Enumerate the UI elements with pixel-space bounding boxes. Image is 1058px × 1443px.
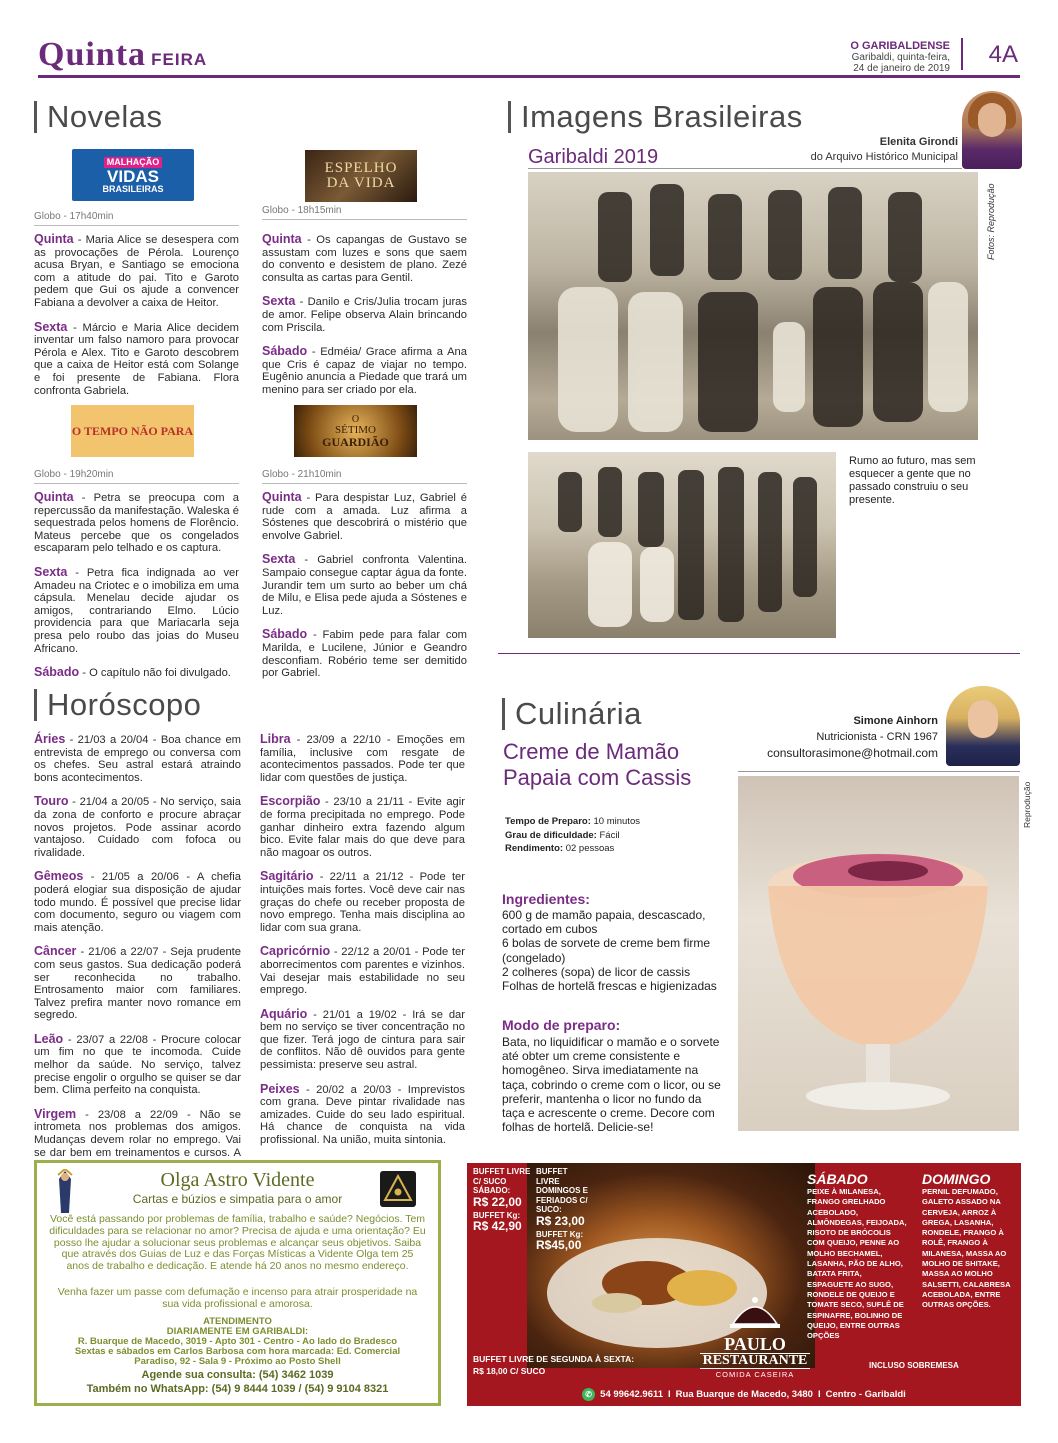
- buffet-1-price: R$ 22,00: [473, 1194, 522, 1209]
- synopsis-entry: [34, 566, 239, 655]
- ingredients-title: Ingredientes:: [502, 891, 590, 907]
- synopsis-entry: [34, 666, 239, 680]
- contact-separator: I: [668, 1389, 671, 1400]
- sign-name: Peixes: [260, 1081, 300, 1096]
- imagens-subtitle: Garibaldi 2019: [528, 146, 659, 168]
- eye-triangle-icon: [380, 1171, 416, 1207]
- info-line: [505, 815, 640, 829]
- sign-text: - 20/02 a 20/03 - Imprevistos com grana. Deve pintar rivalidade nas amizades. Cuide do seu lado espiritual. Há chance de conquista na vida profissional. Na união, muita sintonia.: [260, 1083, 465, 1147]
- sign-name: Aquário: [260, 1006, 308, 1021]
- logo-line-2: SÉTIMO: [335, 423, 376, 436]
- place-date-1: Garibaldi, quinta-feira,: [851, 52, 950, 63]
- culinaria-author-rule: [738, 771, 1020, 772]
- info-label: Grau de dificuldade:: [505, 829, 597, 841]
- culinaria-title: Culinária: [502, 698, 642, 730]
- sign-name: Virgem: [34, 1106, 77, 1121]
- synopsis-entry: [34, 233, 239, 310]
- sign-entry: [260, 1083, 465, 1147]
- sign-name: Áries: [34, 732, 66, 746]
- show-time-1: Globo - 17h40min: [34, 211, 239, 226]
- weekday-price: R$ 18,00 C/ SUCO: [473, 1366, 546, 1376]
- recipe-dessert-illustration: [738, 776, 1019, 1131]
- author-role: Nutricionista - CRN 1967: [816, 731, 938, 743]
- menu-saturday: [807, 1171, 907, 1341]
- sign-entry: [34, 795, 241, 859]
- contact-center: Centro - Garibaldi: [825, 1389, 906, 1400]
- olga-subtitle: Cartas e búzios e simpatia para o amor: [132, 1192, 343, 1206]
- culinaria-author: [767, 713, 938, 761]
- day-big: Quinta: [38, 36, 147, 73]
- sign-name: Gêmeos: [34, 869, 84, 884]
- ad-restaurante: [467, 1163, 1021, 1406]
- day-keyword: Sexta: [34, 564, 68, 579]
- entry-text: - Petra se preocupa com a repercussão da manifestação. Waleska é sequestrada pelos homens de Florêncio. Mateus percebe que os congelados escaparam pelo telhado e os captura.: [34, 492, 239, 555]
- synopsis-entry: [262, 491, 467, 542]
- day-keyword: Sábado: [34, 665, 80, 680]
- place-date-2: 24 de janeiro de 2019: [853, 63, 950, 74]
- photo-caption: Rumo ao futuro, mas sem esquecer a gente que no passado construiu o seu presente.: [849, 455, 976, 506]
- simone-avatar: [946, 686, 1020, 766]
- author-name: Elenita Girondi: [879, 136, 958, 148]
- info-value: Fácil: [596, 829, 620, 841]
- logo-line-1: ESPELHO: [324, 160, 398, 176]
- day-keyword: Sexta: [34, 319, 68, 334]
- olga-paragraph-1: Você está passando por problemas de família, trabalho e saúde? Negócios. Tem dificuldades para se relacionar no amor? Precisa de ajuda e uma orientação? Eu posso lhe ajudar a solucionar seus problemas e alcançar seus objetivos. Saiba que através dos Guias de Luz e das Forças Místicas a Vidente Olga tem 25 anos de trabalho e dedicação. E atende há 20 anos no mesmo endereço.: [49, 1213, 426, 1273]
- horoscopo-col-1: [34, 733, 241, 1183]
- buffet-2-kg: BUFFET Kg:: [536, 1229, 584, 1239]
- sign-entry: [34, 870, 241, 934]
- olga-address: R. Buarque de Macedo, 3019 - Apto 301 - Centro - Ao lado do Bradesco: [77, 1335, 398, 1347]
- olga-title: Olga Astro Vidente: [160, 1169, 315, 1191]
- ingredients-list: 600 g de mamão papaia, descascado, cortado em cubos 6 bolas de sorvete de creme bem firme (congelado) 2 colheres (sopa) de licor de cassis Folhas de hortelã frescas e higienizadas: [502, 908, 717, 994]
- paper-name: O GARIBALDENSE: [850, 40, 950, 52]
- sign-text: - 23/07 a 22/08 - Procure colocar um fim no que te incomoda. Cuide melhor da saúde. No serviço, talvez precise engolir o orgulho se quiser se dar bem. Clima perfeito na conquista.: [34, 1033, 241, 1097]
- day-keyword: Quinta: [262, 232, 302, 246]
- logo-line-1: O: [351, 413, 360, 425]
- imagens-author-rule: [528, 168, 962, 169]
- day-small: FEIRA: [151, 50, 208, 69]
- buffet-1-kg-price: R$ 42,90: [473, 1219, 522, 1233]
- info-line: [505, 842, 640, 856]
- contact-separator: I: [817, 1389, 821, 1400]
- sign-entry: [260, 733, 465, 784]
- weekday-buffet: [473, 1353, 634, 1377]
- show-time-3: Globo - 19h20min: [34, 469, 239, 484]
- synopsis-entry: [262, 295, 467, 334]
- ad-olga: [34, 1160, 441, 1406]
- sign-text: - 21/03 a 20/04 - Boa chance em entrevista de emprego ou conversa com os chefes. Seu astral estará atraindo bons acontecimentos.: [34, 734, 241, 784]
- entry-text: - Petra fica indignada ao ver Amadeu na Criotec e o imobiliza em uma cápsula. Menelau decide ajudar os amigos, contrariando Elmo. Lúcio providencia para que Mariacarla seja presa pelo roubo das joias do Museu Africano.: [34, 566, 239, 655]
- buffet-box-2: [536, 1167, 592, 1252]
- virgin-icon-svg: [49, 1169, 81, 1215]
- author-name: Simone Ainhorn: [853, 715, 938, 727]
- day-keyword: Quinta: [34, 490, 74, 504]
- info-line: [505, 829, 640, 843]
- logo-line-3: GUARDIÃO: [322, 434, 389, 449]
- paper-info: [850, 40, 950, 74]
- recipe-photo: [738, 776, 1019, 1131]
- sign-text: - 23/08 a 22/09 - Não se intrometa nos problemas dos amigos. Mudanças devem rolar no emprego. Vai se dar bem em treinamentos e cursos. A: [34, 1108, 241, 1159]
- logo-line-1: O TEMPO NÃO PARA: [71, 423, 194, 438]
- synopsis-entry: [262, 233, 467, 284]
- page-number: 4A: [988, 41, 1018, 68]
- sunday-menu: PERNIL DEFUMADO, GALETO ASSADO NA CERVEJA, ARROZ À GREGA, LASANHA, RONDELE, FRANGO À ROLÊ, FRANGO À MILANESA, MASSA AO MOLHO DE SHITAKE, MASSA AO MOLHO SALSETTI, CALABRESA ACEBOLADA, ENTRE OUTRAS OPÇÕES.: [922, 1187, 1011, 1310]
- menu-sunday: [922, 1171, 1018, 1311]
- recipe-title: Creme de Mamão Papaia com Cassis: [503, 739, 692, 790]
- entry-text: - Fabim pede para falar com Marilda, e Lucilene, Júnior e Geandro desconfiam. Robério teme ser demitido por Gabriel.: [262, 629, 467, 680]
- family-photo-2: [528, 452, 836, 638]
- buffet-2-price: R$ 23,00: [536, 1213, 585, 1228]
- logo-line-2: VIDAS: [107, 166, 159, 186]
- sign-name: Leão: [34, 1031, 64, 1046]
- horoscopo-title: Horóscopo: [34, 689, 201, 721]
- buffet-2-kg-price: R$45,00: [536, 1238, 582, 1252]
- avatar-face: [968, 700, 998, 738]
- olga-atendimento: ATENDIMENTO: [203, 1315, 272, 1327]
- elenita-avatar: [962, 91, 1022, 169]
- sign-name: Capricórnio: [260, 944, 331, 959]
- synopsis-entry: [262, 553, 467, 617]
- entry-text: - Maria Alice se desespera com as provocações de Pérola. Lourenço acusa Bryan, e Santiago se emociona com a atitude do pai. Tito e Garoto pedem que Gui os ajude a convencer Fabiana a devolver a caixa de Heitor.: [34, 234, 239, 309]
- entry-text: - Gabriel confronta Valentina. Sampaio consegue captar água da fonte. Jurandir tem um surto ao beber um chá de Milu, e Elisa pede ajuda a Sóstenes e Luz.: [262, 554, 467, 617]
- avatar-face: [978, 103, 1006, 137]
- photo-silhouettes: [528, 172, 978, 440]
- recipe-photo-credit: Reprodução: [1022, 781, 1032, 828]
- logo-line-3: BRASILEIRAS: [102, 183, 164, 194]
- whatsapp-icon: ✆: [582, 1388, 595, 1401]
- entry-text: - Márcio e Maria Alice decidem inventar um falso namoro para provocar Pérola e Alex. Tito e Garoto descobrem que a caixa de Heitor está com Solange e foi presente de Fabiana. Flora confronta Gabriela.: [34, 321, 239, 397]
- sobremesa-note: INCLUSO SOBREMESA: [869, 1361, 959, 1370]
- cloche-icon: [725, 1288, 785, 1336]
- entry-text: - Danilo e Cris/Julia trocam juras de amor. Felipe observa Alain brincando com Priscila.: [262, 296, 467, 334]
- entry-text: - Para despistar Luz, Gabriel é rude com a amada. Luz afirma a Sóstenes que descobrirá o mistério que envolve Gabriel.: [262, 492, 467, 542]
- sign-entry: [260, 870, 465, 934]
- show-synopsis-2: [262, 233, 467, 408]
- sign-name: Escorpião: [260, 794, 321, 809]
- sign-text: - 23/09 a 22/10 - Emoções em família, inclusive com resgate de acontecimentos passados. Pode ter que lidar com questões de justiça.: [260, 734, 465, 784]
- family-photo-1: [528, 172, 978, 440]
- sign-text: - 21/04 a 20/05 - No serviço, saia da zona de conforto e procure abraçar novos projetos. Pode assinar acordo vantajoso. Cuidado com fofoca ou rivalidade.: [34, 796, 241, 859]
- sign-entry: [34, 733, 241, 784]
- olga-whatsapp[interactable]: Também no WhatsApp: (54) 9 8444 1039 / (54) 9 9104 8321: [86, 1382, 389, 1395]
- imagens-title: Imagens Brasileiras: [508, 101, 803, 133]
- entry-text: - O capítulo não foi divulgado.: [79, 667, 231, 680]
- sign-name: Câncer: [34, 944, 77, 959]
- buffet-1-kg: BUFFET Kg:: [473, 1210, 521, 1220]
- day-keyword: Quinta: [262, 490, 302, 504]
- sign-text: - 21/06 a 22/07 - Seja prudente com seus gastos. Sua dedicação poderá ser reconhecida no trabalho. Entrosamento maior com familiares. Talvez prefira manter novo romance em segredo.: [34, 946, 241, 1022]
- saturday-title: SÁBADO: [807, 1171, 868, 1187]
- brand-paulo: PAULO: [724, 1334, 786, 1354]
- virgin-icon: [49, 1169, 81, 1215]
- buffet-box-1: [473, 1167, 535, 1233]
- sunday-title: DOMINGO: [922, 1171, 991, 1187]
- recipe-info: [505, 815, 640, 856]
- brand-restaurante: RESTAURANTE: [700, 1353, 810, 1369]
- sign-name: Touro: [34, 794, 69, 809]
- author-email[interactable]: consultorasimone@hotmail.com: [767, 746, 938, 760]
- olga-consult[interactable]: Agende sua consulta: (54) 3462 1039: [141, 1368, 334, 1381]
- synopsis-entry: [262, 628, 467, 679]
- saturday-menu: PEIXE À MILANESA, FRANGO GRELHADO ACEBOLADO, ALMÔNDEGAS, FEIJOADA, RISOTO DE BRÓCOLIS COM QUEIJO, PENNE AO MOLHO BECHAMEL, LASANHA, PÃO DE ALHO, BATATA FRITA, ESPAGUETE AO SUGO, RONDELE DE QUEIJO E TOMATE SECO, SUFLÊ DE ESPINAFRE, BOLINHO DE QUEIJO, ENTRE OUTRAS OPÇÕES: [807, 1187, 907, 1341]
- synopsis-entry: [262, 345, 467, 396]
- page-header: [38, 36, 1020, 76]
- show-synopsis-3: [34, 491, 239, 691]
- buffet-1-saturday: SÁBADO:: [473, 1186, 511, 1195]
- info-value: 10 minutos: [590, 816, 640, 827]
- author-role: do Arquivo Histórico Municipal: [810, 151, 958, 163]
- olga-paragraph-2: Venha fazer um passe com defumação e incenso para atrair prosperidade na sua vida profissional e amorosa.: [57, 1285, 418, 1310]
- sign-entry: [260, 795, 465, 859]
- day-keyword: Sexta: [262, 552, 296, 567]
- brand-caseira: COMIDA CASEIRA: [715, 1370, 795, 1379]
- synopsis-entry: [34, 491, 239, 555]
- day-keyword: Sábado: [262, 627, 308, 642]
- contact-address: Rua Buarque de Macedo, 3480: [675, 1389, 813, 1400]
- info-value: 02 pessoas: [563, 843, 615, 854]
- buffet-1-label: BUFFET LIVRE C/ SUCO: [473, 1167, 531, 1186]
- imagens-author: [811, 136, 958, 163]
- logo-line-2: DA VIDA: [326, 175, 396, 191]
- sign-text: - 21/05 a 20/06 - A chefia poderá elogiar sua disposição de ajudar todo mundo. É possível que precise lidar com documento, seguro ou viagem com mais atenção.: [34, 871, 241, 934]
- sign-text: - 21/01 a 19/02 - Irá se dar bem no serviço se tiver concentração no que fizer. Terá jogo de cintura para sair de conflitos. Não dê ouvidos para gente pessimista: preserve seu astral.: [260, 1008, 465, 1072]
- show-time-2: Globo - 18h15min: [262, 205, 467, 220]
- contact-bar: [467, 1383, 1021, 1406]
- header-divider: [961, 38, 963, 70]
- malhacao-logo: [72, 149, 194, 201]
- entry-text: - Edméia/ Grace afirma a Ana que Cris é capaz de viajar no tempo. Eugênio anuncia a Piedade que trará um menino para ser criado por ela.: [262, 346, 467, 396]
- sign-text: - 23/10 a 21/11 - Evite agir de forma precipitada no emprego. Pode ganhar dinheiro extra fazendo algum bico. Evite falar mais do que deve para não magoar os outros.: [260, 796, 465, 859]
- sign-text: - 22/11 a 21/12 - Pode ter intuições mais fortes. Você deve cair nas graças do chefe ou receber proposta de novo emprego. Tenha mais disciplina ao lidar com sua grana.: [260, 871, 465, 934]
- logo-line-1: MALHAÇÃO: [104, 157, 163, 168]
- entry-text: - Os capangas de Gustavo se assustam com luzes e sons que saem do convento e desistem de plano. Zezé consulta as cartas para Gentil.: [262, 234, 467, 284]
- header-rule: [38, 75, 1020, 78]
- espelho-logo: [305, 150, 417, 202]
- method-text: Bata, no liquidificar o mamão e o sorvete até obter um creme consistente e homogêneo. Sirva imediatamente na taça, cobrindo o creme com o licor, ou se preferir, mantenha o licor no fundo da taça e acrescente o creme. Decore com folhas de hortelã. Delicie-se!: [502, 1035, 721, 1135]
- novelas-title: Novelas: [34, 101, 163, 133]
- day-keyword: Sábado: [262, 344, 308, 359]
- sign-entry: [34, 945, 241, 1022]
- info-label: Rendimento:: [505, 843, 564, 854]
- synopsis-entry: [34, 321, 239, 398]
- olga-address-2: Sextas e sábados em Carlos Barbosa com hora marcada: Ed. Comercial Paradiso, 92 - Sala 9 - Próximo ao Posto Shell: [74, 1345, 401, 1367]
- horoscopo-col-2: [260, 733, 465, 1158]
- guardiao-logo: [294, 405, 417, 457]
- sign-name: Sagitário: [260, 869, 314, 884]
- section-divider: [498, 653, 1020, 654]
- show-synopsis-1: [34, 233, 239, 408]
- imagens-photo-credit: Fotos: Reprodução: [986, 183, 996, 260]
- sign-text: - 22/12 a 20/01 - Pode ter aborrecimentos com parentes e vizinhos. Vai desejar mais estabilidade no seu emprego.: [260, 946, 465, 997]
- show-synopsis-4: [262, 491, 467, 691]
- eye-triangle-svg: [380, 1171, 416, 1207]
- sign-name: Libra: [260, 732, 291, 746]
- restaurant-logo: [700, 1288, 810, 1379]
- tempo-logo: [71, 405, 194, 457]
- day-keyword: Sexta: [262, 294, 296, 309]
- sign-entry: [34, 1033, 241, 1097]
- olga-diariamente: DIARIAMENTE EM GARIBALDI:: [166, 1325, 309, 1337]
- photo-silhouettes: [528, 452, 836, 638]
- day-keyword: Quinta: [34, 232, 74, 246]
- day-label: [38, 36, 207, 74]
- contact-phone[interactable]: 54 99642.9611: [600, 1389, 664, 1400]
- sign-entry: [260, 945, 465, 996]
- info-label: Tempo de Preparo:: [505, 816, 591, 827]
- weekday-label: BUFFET LIVRE DE SEGUNDA À SEXTA:: [473, 1354, 635, 1364]
- sign-entry: [260, 1008, 465, 1072]
- buffet-2-label: BUFFET LIVRE DOMINGOS E FERIADOS C/ SUCO:: [536, 1167, 589, 1214]
- show-time-4: Globo - 21h10min: [262, 469, 467, 484]
- method-title: Modo de preparo:: [502, 1017, 621, 1033]
